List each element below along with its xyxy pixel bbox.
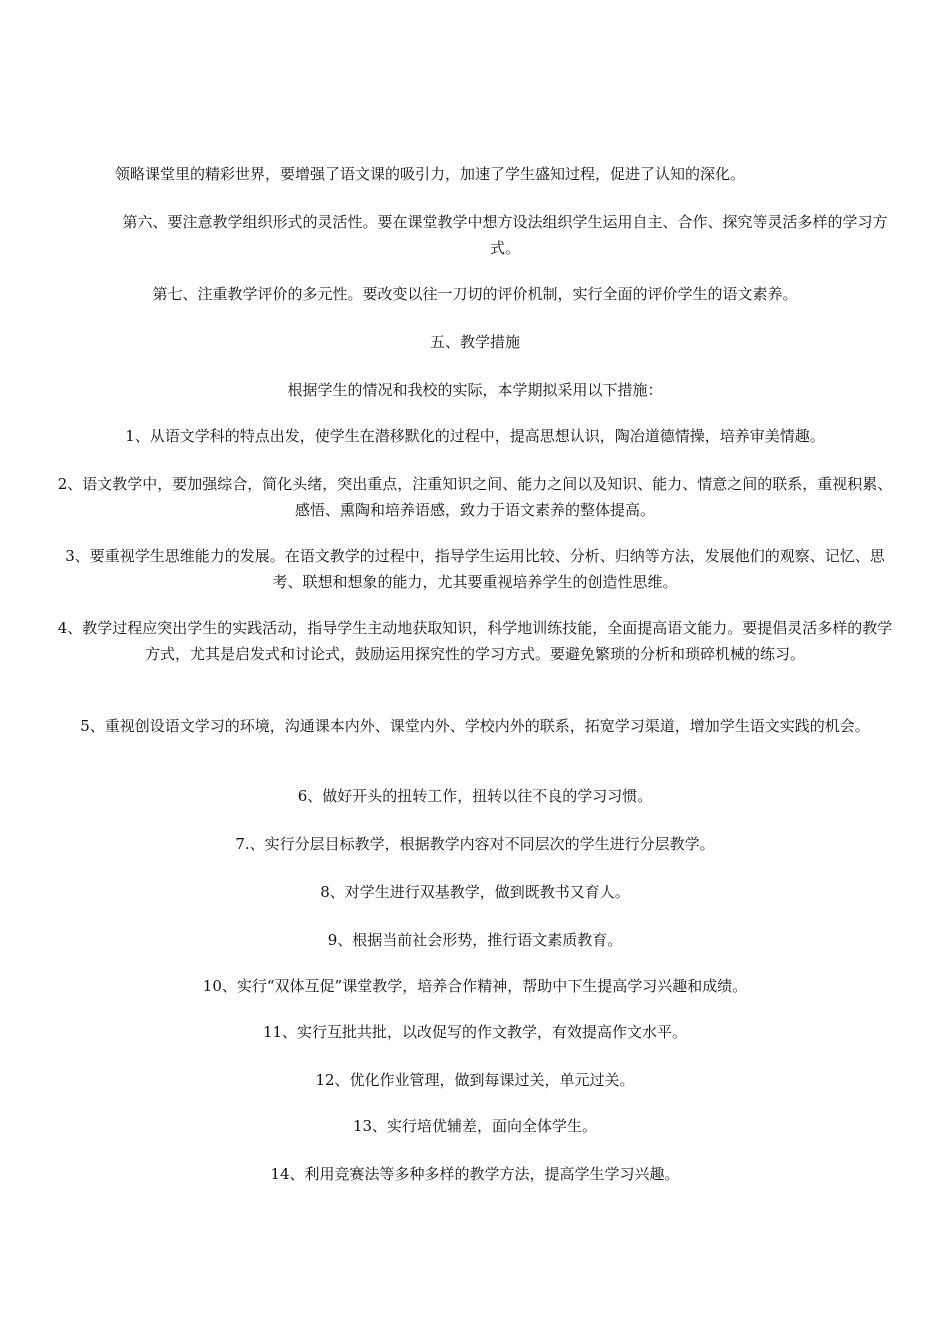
measure-item-1: 1、从语文学科的特点出发，使学生在潜移默化的过程中，提高思想认识，陶冶道德情操，培养审美情趣。: [125, 427, 825, 445]
measure-item-11: 11、实行互批共批，以改促写的作文教学，有效提高作文水平。: [262, 1023, 688, 1041]
measure-item-12: 12、优化作业管理，做到每课过关，单元过关。: [315, 1071, 635, 1089]
measure-item-8: 8、对学生进行双基教学，做到既教书又育人。: [320, 883, 630, 901]
measure-item-9: 9、根据当前社会形势，推行语文素质教育。: [327, 931, 623, 949]
measure-item-10: 10、实行“双体互促”课堂教学，培养合作精神，帮助中下生提高学习兴趣和成绩。: [202, 977, 748, 995]
paragraph-measures-intro: 根据学生的情况和我校的实际，本学期拟采用以下措施：: [287, 381, 663, 399]
paragraph-point-six: 第六、要注意教学组织形式的灵活性。要在课堂教学中想方设法组织学生运用自主、合作、探究等灵活多样的学习方式。: [122, 213, 888, 257]
measure-item-7: 7.、实行分层目标教学，根据教学内容对不同层次的学生进行分层教学。: [235, 835, 715, 853]
paragraph-intro-continuation: 领略课堂里的精彩世界，要增强了语文课的吸引力，加速了学生盛知过程，促进了认知的深化。: [114, 165, 745, 183]
section-heading-teaching-measures: 五、教学措施: [429, 333, 520, 351]
measure-item-13: 13、实行培优辅差，面向全体学生。: [352, 1117, 598, 1135]
measure-item-14: 14、利用竞赛法等多种多样的教学方法，提高学生学习兴趣。: [270, 1165, 680, 1183]
measure-item-4: 4、教学过程应突出学生的实践活动，指导学生主动地获取知识，科学地训练技能，全面提高语文能力。要提倡灵活多样的教学方式，尤其是启发式和讨论式，鼓励运用探究性的学习方式。要避免繁琐的分析和琐碎机械的练习。: [57, 619, 893, 663]
measure-item-3: 3、要重视学生思维能力的发展。在语文教学的过程中，指导学生运用比较、分析、归纳等方法，发展他们的观察、记忆、思考、联想和想象的能力，尤其要重视培养学生的创造性思维。: [65, 547, 885, 591]
measure-item-6: 6、做好开头的扭转工作，扭转以往不良的学习习惯。: [297, 787, 653, 805]
measure-item-2: 2、语文教学中，要加强综合，简化头绪，突出重点，注重知识之间、能力之间以及知识、能力、情意之间的联系，重视积累、感悟、熏陶和培养语感，致力于语文素养的整体提高。: [57, 475, 893, 519]
paragraph-point-seven: 第七、注重教学评价的多元性。要改变以往一刀切的评价机制，实行全面的评价学生的语文素养。: [152, 285, 798, 303]
measure-item-5: 5、重视创设语文学习的环境，沟通课本内外、课堂内外、学校内外的联系，拓宽学习渠道，增加学生语文实践的机会。: [80, 717, 870, 735]
